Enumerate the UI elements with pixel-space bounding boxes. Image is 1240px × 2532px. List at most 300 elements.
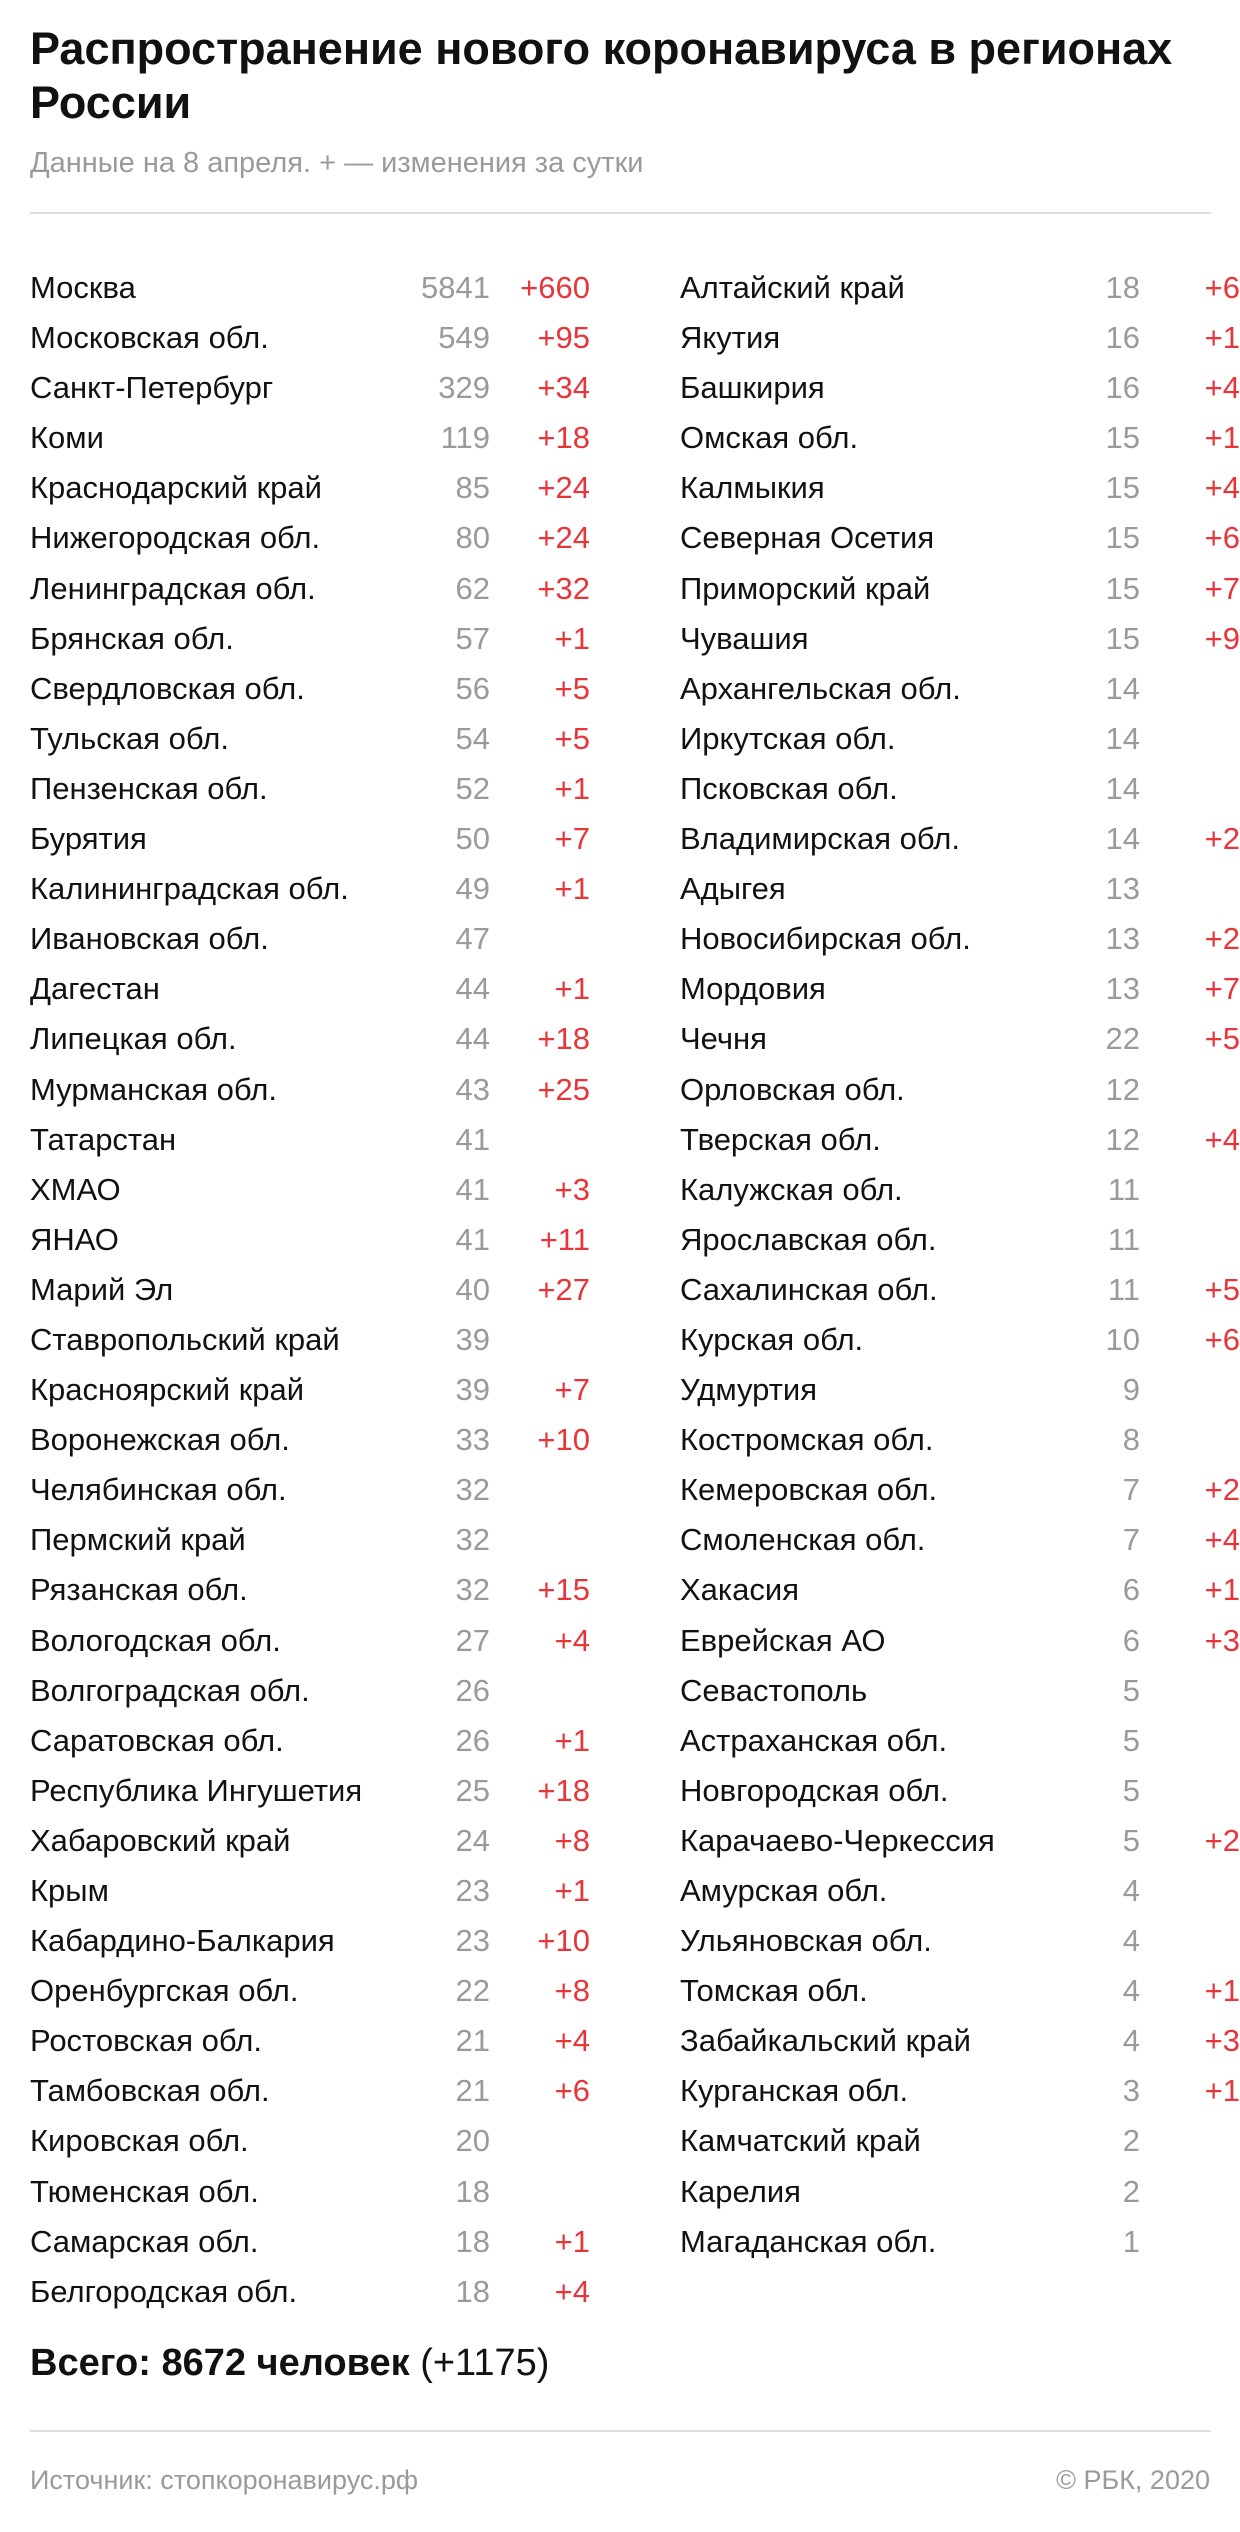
table-row [30, 1666, 590, 1716]
daily-change: +1 [1204, 320, 1240, 356]
table-row [680, 1515, 1240, 1565]
daily-change: +1 [1204, 1973, 1240, 2009]
daily-change: +4 [1204, 370, 1240, 406]
source-note: Источник: стопкоронавирус.рф [30, 2465, 419, 2495]
table-row [680, 2016, 1240, 2066]
case-total: 6 [1122, 1572, 1140, 1608]
daily-change: +1 [554, 871, 590, 907]
table-row [680, 1716, 1240, 1766]
table-row [30, 914, 590, 964]
table-row [680, 664, 1240, 714]
case-total: 13 [1105, 871, 1140, 907]
region-name: Брянская обл. [30, 620, 234, 656]
bottom-divider [30, 2430, 1211, 2432]
daily-change: +1 [554, 620, 590, 656]
region-name: Волгоградская обл. [30, 1672, 310, 1708]
table-row [30, 1916, 590, 1966]
case-total: 24 [455, 1822, 490, 1858]
case-total: 14 [1105, 821, 1140, 857]
case-total: 4 [1122, 1923, 1140, 1959]
table-row [680, 814, 1240, 864]
daily-change: +3 [1204, 2023, 1240, 2059]
region-name: Крым [30, 1873, 109, 1908]
case-total: 22 [1105, 1021, 1140, 1057]
region-name: Томская обл. [680, 1973, 868, 2009]
region-name: Магаданская обл. [680, 2223, 937, 2259]
table-row [680, 1966, 1240, 2016]
case-total: 119 [440, 420, 490, 456]
case-total: 22 [455, 1973, 490, 2009]
case-total: 32 [455, 1522, 490, 1558]
table-row [30, 463, 590, 513]
case-total: 9 [1122, 1372, 1140, 1408]
table-row [30, 1866, 590, 1916]
region-name: Удмуртия [680, 1372, 818, 1408]
case-total: 7 [1122, 1522, 1140, 1558]
region-name: Амурская обл. [680, 1873, 888, 1908]
region-name: Костромская обл. [680, 1422, 934, 1458]
daily-change: +7 [1204, 971, 1240, 1007]
region-name: Тверская обл. [680, 1121, 881, 1157]
region-name: Адыгея [680, 871, 786, 907]
daily-change: +4 [554, 2273, 590, 2309]
table-row [30, 1365, 590, 1415]
case-total: 15 [1105, 520, 1140, 556]
daily-change: +1 [554, 1722, 590, 1758]
daily-change: +9 [1204, 620, 1240, 656]
case-total: 14 [1105, 720, 1140, 756]
table-row [680, 564, 1240, 614]
case-total: 20 [455, 2123, 490, 2159]
table-row [680, 1666, 1240, 1716]
daily-change: +660 [520, 270, 590, 305]
region-name: Челябинская обл. [30, 1472, 287, 1508]
region-name: Тюменская обл. [30, 2173, 259, 2209]
table-row [30, 1415, 590, 1465]
case-total: 11 [1107, 1271, 1140, 1307]
region-name: Северная Осетия [680, 520, 935, 556]
region-name: Кемеровская обл. [680, 1472, 938, 1508]
daily-change: +2 [1204, 1822, 1240, 1858]
daily-change: +5 [1204, 1021, 1240, 1057]
region-name: Чечня [680, 1021, 767, 1057]
total-label: Всего: 8672 человек [30, 2342, 410, 2384]
case-total: 57 [455, 620, 490, 656]
table-row [680, 1115, 1240, 1165]
case-total: 32 [455, 1472, 490, 1508]
region-name: Камчатский край [680, 2123, 921, 2159]
case-total: 21 [455, 2023, 490, 2059]
table-row [30, 764, 590, 814]
case-total: 39 [455, 1321, 490, 1357]
daily-change: +18 [537, 1772, 590, 1808]
daily-change: +6 [1204, 520, 1240, 556]
case-total: 7 [1122, 1472, 1140, 1508]
case-total: 4 [1122, 1973, 1140, 2009]
case-total: 6 [1122, 1622, 1140, 1658]
daily-change: +24 [537, 470, 590, 506]
daily-change: +34 [537, 370, 590, 406]
case-total: 39 [455, 1372, 490, 1408]
region-name: Тамбовская обл. [30, 2073, 270, 2109]
daily-change: +6 [1204, 270, 1240, 305]
region-name: Новосибирская обл. [680, 921, 971, 957]
region-name: Свердловская обл. [30, 670, 305, 706]
region-name: Кабардино-Балкария [30, 1923, 335, 1959]
case-total: 5 [1122, 1672, 1140, 1708]
daily-change: +25 [537, 1071, 590, 1107]
table-row [30, 2066, 590, 2116]
table-row [30, 1115, 590, 1165]
daily-change: +6 [1204, 1321, 1240, 1357]
region-name: Калмыкия [680, 470, 825, 506]
region-name: Хабаровский край [30, 1822, 291, 1858]
region-name: Саратовская обл. [30, 1722, 284, 1758]
table-row [680, 614, 1240, 664]
case-total: 549 [438, 320, 490, 356]
table-row [30, 664, 590, 714]
region-name: Астраханская обл. [680, 1722, 948, 1758]
region-name: Орловская обл. [680, 1071, 905, 1107]
region-name: Самарская обл. [30, 2223, 259, 2259]
daily-change: +11 [539, 1221, 590, 1257]
region-name: Смоленская обл. [680, 1522, 926, 1558]
region-name: Кировская обл. [30, 2123, 249, 2159]
total-summary [30, 2340, 549, 2386]
table-row [30, 1215, 590, 1265]
region-name: Белгородская обл. [30, 2273, 298, 2309]
case-total: 21 [455, 2073, 490, 2109]
table-row [680, 1565, 1240, 1615]
region-name: Нижегородская обл. [30, 520, 321, 556]
table-row [30, 263, 590, 313]
table-row [30, 2167, 590, 2217]
table-row [30, 2016, 590, 2066]
case-total: 23 [455, 1873, 490, 1908]
page-title: Распространение нового коронавируса в регионах России [30, 23, 1173, 128]
case-total: 25 [455, 1772, 490, 1808]
table-row [680, 1014, 1240, 1064]
table-row [680, 714, 1240, 764]
case-total: 5 [1122, 1772, 1140, 1808]
daily-change: +1 [554, 971, 590, 1007]
case-total: 4 [1122, 1873, 1140, 1908]
region-name: Коми [30, 420, 104, 456]
daily-change: +2 [1204, 821, 1240, 857]
table-row [680, 1415, 1240, 1465]
region-name: Санкт-Петербург [30, 370, 274, 406]
case-total: 80 [455, 520, 490, 556]
table-row [30, 1515, 590, 1565]
table-row [680, 413, 1240, 463]
case-total: 15 [1105, 570, 1140, 606]
case-total: 49 [455, 871, 490, 907]
daily-change: +32 [537, 570, 590, 606]
table-row [30, 1565, 590, 1615]
case-total: 16 [1105, 370, 1140, 406]
right-column-table [680, 263, 1240, 2267]
daily-change: +95 [537, 320, 590, 356]
case-total: 41 [455, 1121, 490, 1157]
case-total: 44 [455, 971, 490, 1007]
region-name: Хакасия [680, 1572, 800, 1608]
region-name: Ивановская обл. [30, 921, 269, 957]
region-name: Вологодская обл. [30, 1622, 281, 1658]
daily-change: +1 [1204, 420, 1240, 456]
region-name: Оренбургская обл. [30, 1973, 299, 2009]
region-name: Ярославская обл. [680, 1221, 937, 1257]
table-row [30, 513, 590, 563]
daily-change: +27 [537, 1271, 590, 1307]
case-total: 5 [1122, 1822, 1140, 1858]
table-row [680, 363, 1240, 413]
copyright: © РБК, 2020 [1056, 2465, 1210, 2495]
table-row [680, 1766, 1240, 1816]
region-name: Ленинградская обл. [30, 570, 316, 606]
case-total: 26 [455, 1672, 490, 1708]
table-row [30, 363, 590, 413]
daily-change: +7 [554, 821, 590, 857]
table-row [30, 313, 590, 363]
table-row [680, 1816, 1240, 1866]
table-row [680, 2217, 1240, 2267]
table-row [30, 814, 590, 864]
case-total: 32 [455, 1572, 490, 1608]
subtitle: Данные на 8 апреля. + — изменения за сутки [30, 147, 644, 179]
daily-change: +3 [554, 1171, 590, 1207]
table-row [680, 914, 1240, 964]
case-total: 15 [1105, 620, 1140, 656]
total-delta: (+1175) [420, 2342, 550, 2384]
table-row [30, 1465, 590, 1515]
region-name: Забайкальский край [680, 2023, 971, 2059]
region-name: Московская обл. [30, 320, 269, 356]
case-total: 18 [1105, 270, 1140, 305]
case-total: 23 [455, 1923, 490, 1959]
case-total: 15 [1105, 470, 1140, 506]
table-row [680, 764, 1240, 814]
case-total: 2 [1122, 2123, 1140, 2159]
case-total: 12 [1105, 1121, 1140, 1157]
daily-change: +7 [1204, 570, 1240, 606]
region-name: Краснодарский край [30, 470, 322, 506]
case-total: 3 [1122, 2073, 1140, 2109]
region-name: Москва [30, 270, 136, 305]
case-total: 329 [438, 370, 490, 406]
table-row [30, 614, 590, 664]
case-total: 27 [455, 1622, 490, 1658]
table-row [680, 1215, 1240, 1265]
case-total: 44 [455, 1021, 490, 1057]
region-name: Севастополь [680, 1672, 868, 1708]
table-row [30, 1716, 590, 1766]
daily-change: +7 [554, 1372, 590, 1408]
table-row [680, 1866, 1240, 1916]
table-row [680, 1165, 1240, 1215]
table-row [30, 413, 590, 463]
region-name: Пензенская обл. [30, 770, 268, 806]
daily-change: +10 [537, 1923, 590, 1959]
daily-change: +4 [1204, 470, 1240, 506]
region-name: Калужская обл. [680, 1171, 903, 1207]
case-total: 2 [1122, 2173, 1140, 2209]
region-name: Еврейская АО [680, 1622, 886, 1658]
daily-change: +18 [537, 420, 590, 456]
region-name: Сахалинская обл. [680, 1271, 938, 1307]
case-total: 11 [1107, 1171, 1140, 1207]
daily-change: +5 [1204, 1271, 1240, 1307]
region-name: Пермский край [30, 1522, 246, 1558]
case-total: 18 [455, 2173, 490, 2209]
table-row [680, 2116, 1240, 2166]
table-row [680, 2167, 1240, 2217]
case-total: 11 [1107, 1221, 1140, 1257]
daily-change: +8 [554, 1973, 590, 2009]
case-total: 10 [1105, 1321, 1140, 1357]
region-name: Архангельская обл. [680, 670, 961, 706]
region-name: Иркутская обл. [680, 720, 896, 756]
case-total: 1 [1122, 2223, 1140, 2259]
daily-change: +4 [1204, 1522, 1240, 1558]
region-name: Карачаево-Черкессия [680, 1822, 995, 1858]
case-total: 13 [1105, 921, 1140, 957]
region-name: Мордовия [680, 971, 826, 1007]
table-row [30, 1616, 590, 1666]
table-row [30, 1165, 590, 1215]
region-name: Дагестан [30, 971, 160, 1007]
case-total: 8 [1122, 1422, 1140, 1458]
case-total: 5 [1122, 1722, 1140, 1758]
table-row [30, 714, 590, 764]
table-row [30, 1265, 590, 1315]
region-name: Воронежская обл. [30, 1422, 290, 1458]
region-name: Ульяновская обл. [680, 1923, 932, 1959]
table-row [30, 1766, 590, 1816]
daily-change: +2 [1204, 1472, 1240, 1508]
table-row [30, 564, 590, 614]
case-total: 15 [1105, 420, 1140, 456]
table-row [680, 964, 1240, 1014]
region-name: Новгородская обл. [680, 1772, 949, 1808]
daily-change: +18 [537, 1021, 590, 1057]
daily-change: +5 [554, 720, 590, 756]
region-name: Курганская обл. [680, 2073, 909, 2109]
left-column-table [30, 263, 590, 2317]
top-divider [30, 212, 1211, 214]
table-row [30, 2116, 590, 2166]
region-name: ХМАО [30, 1171, 121, 1207]
region-name: Тульская обл. [30, 720, 229, 756]
region-name: Курская обл. [680, 1321, 864, 1357]
case-total: 54 [455, 720, 490, 756]
daily-change: +1 [1204, 1572, 1240, 1608]
case-total: 5841 [421, 270, 490, 305]
case-total: 41 [455, 1171, 490, 1207]
case-total: 14 [1105, 770, 1140, 806]
case-total: 40 [455, 1271, 490, 1307]
daily-change: +1 [1204, 2073, 1240, 2109]
daily-change: +2 [1204, 921, 1240, 957]
table-row [680, 1315, 1240, 1365]
table-row [680, 463, 1240, 513]
case-total: 56 [455, 670, 490, 706]
daily-change: +3 [1204, 1622, 1240, 1658]
table-row [680, 864, 1240, 914]
case-total: 85 [455, 470, 490, 506]
case-total: 41 [455, 1221, 490, 1257]
region-name: Республика Ингушетия [30, 1772, 363, 1808]
table-row [680, 263, 1240, 313]
region-name: Башкирия [680, 370, 825, 406]
region-name: Липецкая обл. [30, 1021, 237, 1057]
case-total: 16 [1105, 320, 1140, 356]
case-total: 12 [1105, 1071, 1140, 1107]
daily-change: +15 [537, 1572, 590, 1608]
case-total: 26 [455, 1722, 490, 1758]
table-row [680, 1365, 1240, 1415]
region-name: Приморский край [680, 570, 931, 606]
region-name: Марий Эл [30, 1271, 174, 1307]
table-row [30, 2267, 590, 2317]
daily-change: +4 [554, 2023, 590, 2059]
daily-change: +24 [537, 520, 590, 556]
region-name: Псковская обл. [680, 770, 898, 806]
table-row [30, 2217, 590, 2267]
daily-change: +10 [537, 1422, 590, 1458]
region-name: Карелия [680, 2173, 801, 2209]
case-total: 13 [1105, 971, 1140, 1007]
region-name: Ставропольский край [30, 1321, 340, 1357]
case-total: 50 [455, 821, 490, 857]
region-name: Омская обл. [680, 420, 859, 456]
daily-change: +4 [1204, 1121, 1240, 1157]
daily-change: +4 [554, 1622, 590, 1658]
table-row [30, 1966, 590, 2016]
region-name: Якутия [680, 320, 781, 356]
daily-change: +1 [554, 770, 590, 806]
table-row [30, 964, 590, 1014]
table-row [680, 1465, 1240, 1515]
table-row [680, 1616, 1240, 1666]
table-row [680, 1916, 1240, 1966]
table-row [680, 1265, 1240, 1315]
region-name: Мурманская обл. [30, 1071, 277, 1107]
case-total: 14 [1105, 670, 1140, 706]
region-name: Бурятия [30, 821, 147, 857]
table-row [30, 864, 590, 914]
case-total: 47 [455, 921, 490, 957]
table-row [30, 1816, 590, 1866]
table-row [30, 1065, 590, 1115]
case-total: 4 [1122, 2023, 1140, 2059]
region-name: Алтайский край [680, 270, 905, 305]
case-total: 43 [455, 1071, 490, 1107]
daily-change: +6 [554, 2073, 590, 2109]
region-name: Чувашия [680, 620, 809, 656]
table-row [30, 1315, 590, 1365]
table-row [680, 2066, 1240, 2116]
region-name: Татарстан [30, 1121, 177, 1157]
region-name: Владимирская обл. [680, 821, 960, 857]
table-row [680, 313, 1240, 363]
region-name: Красноярский край [30, 1372, 305, 1408]
daily-change: +1 [554, 2223, 590, 2259]
table-row [30, 1014, 590, 1064]
case-total: 18 [455, 2223, 490, 2259]
table-row [680, 513, 1240, 563]
table-row [680, 1065, 1240, 1115]
daily-change: +8 [554, 1822, 590, 1858]
